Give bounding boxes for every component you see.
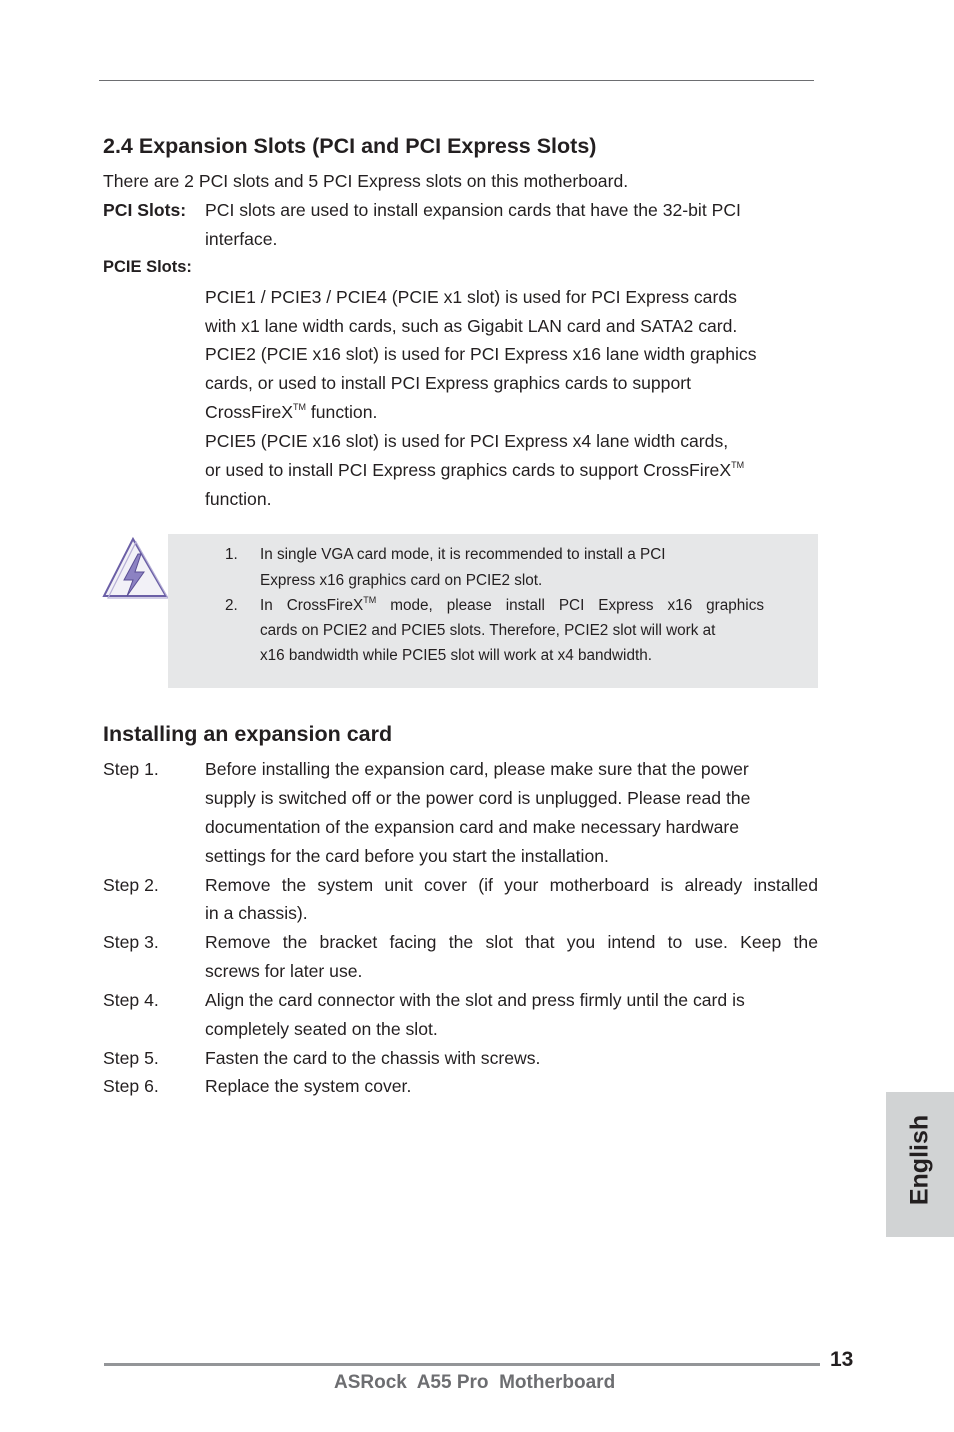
warning-icon <box>100 536 170 602</box>
pci-slots-line2: interface. <box>205 229 278 249</box>
function-text: function. <box>305 402 378 422</box>
install-title: Installing an expansion card <box>103 722 393 746</box>
note-item2-line1 <box>260 593 764 619</box>
step-4-line2: completely seated on the slot. <box>205 1019 438 1039</box>
pci-slots-line1: PCI slots are used to install expansion cards that have the 32-bit PCI <box>205 200 741 220</box>
crossfirex-text: CrossFireX <box>205 402 293 422</box>
note-mode-text: mode, please install PCI Express x16 graphics <box>376 597 764 614</box>
pcie-slots-label: PCIE Slots: <box>103 258 192 276</box>
step-3-line1-text: Remove the bracket facing the slot that you intend to use. Keep the <box>205 932 818 952</box>
note-item2-line2: cards on PCIE2 and PCIE5 slots. Therefore, PCIE2 slot will work at <box>260 622 716 639</box>
note-item2-line3: x16 bandwidth while PCIE5 slot will work at x4 bandwidth. <box>260 647 652 664</box>
note-item1-line1: In single VGA card mode, it is recommended to install a PCI <box>260 546 666 563</box>
pci-slots-label: PCI Slots: <box>103 200 187 220</box>
step-6-line1: Replace the system cover. <box>205 1076 412 1096</box>
note-number-1: 1. <box>225 546 238 563</box>
trademark-mark: TM <box>363 594 377 605</box>
pcie-line1: PCIE1 / PCIE3 / PCIE4 (PCIE x1 slot) is used for PCI Express cards <box>205 287 737 307</box>
step-6-label: Step 6. <box>103 1076 159 1096</box>
step-2-label: Step 2. <box>103 875 159 895</box>
pcie-line6: PCIE5 (PCIE x16 slot) is used for PCI Express x4 lane width cards, <box>205 431 729 451</box>
step-4-line1: Align the card connector with the slot and press firmly until the card is <box>205 990 745 1010</box>
step-1-line2: supply is switched off or the power cord is unplugged. Please read the <box>205 788 751 808</box>
trademark-mark: TM <box>292 402 306 413</box>
step-2-line1 <box>205 871 818 900</box>
pcie-line7 <box>205 456 744 485</box>
step-3-line2: screws for later use. <box>205 961 363 981</box>
page-number: 13 <box>830 1348 854 1371</box>
intro-text: There are 2 PCI slots and 5 PCI Express slots on this motherboard. <box>103 171 629 191</box>
pcie-line3: PCIE2 (PCIE x16 slot) is used for PCI Express x16 lane width graphics <box>205 344 757 364</box>
step-3-line1 <box>205 928 818 957</box>
bottom-rule <box>104 1363 820 1366</box>
step-1-label: Step 1. <box>103 759 159 779</box>
step-3-label: Step 3. <box>103 932 159 952</box>
step-2-line2: in a chassis). <box>205 903 308 923</box>
note-item1-line2: Express x16 graphics card on PCIE2 slot. <box>260 572 543 589</box>
pcie-line4: cards, or used to install PCI Express graphics cards to support <box>205 373 692 393</box>
footer-title: ASRock A55 Pro Motherboard <box>334 1372 616 1393</box>
step-1-line4: settings for the card before you start the installation. <box>205 846 609 866</box>
trademark-mark: TM <box>731 460 745 471</box>
step-5-line1: Fasten the card to the chassis with screws. <box>205 1048 541 1068</box>
step-1-line1: Before installing the expansion card, please make sure that the power <box>205 759 749 779</box>
top-rule <box>99 80 814 81</box>
pcie-line8: function. <box>205 489 272 509</box>
step-1-line3: documentation of the expansion card and make necessary hardware <box>205 817 739 837</box>
language-tab-label: English <box>905 1114 934 1206</box>
section-title: 2.4 Expansion Slots (PCI and PCI Express Slots) <box>103 134 597 158</box>
pcie-line7-text: or used to install PCI Express graphics cards to support CrossFireX <box>205 460 732 480</box>
step-2-line1-text: Remove the system unit cover (if your motherboard is already installed <box>205 875 818 895</box>
pcie-line2: with x1 lane width cards, such as Gigabit LAN card and SATA2 card. <box>205 316 738 336</box>
pcie-line5 <box>205 398 377 427</box>
step-4-label: Step 4. <box>103 990 159 1010</box>
note-number-2: 2. <box>225 597 238 614</box>
note-crossfirex-text: In CrossFireX <box>260 597 364 614</box>
step-5-label: Step 5. <box>103 1048 159 1068</box>
